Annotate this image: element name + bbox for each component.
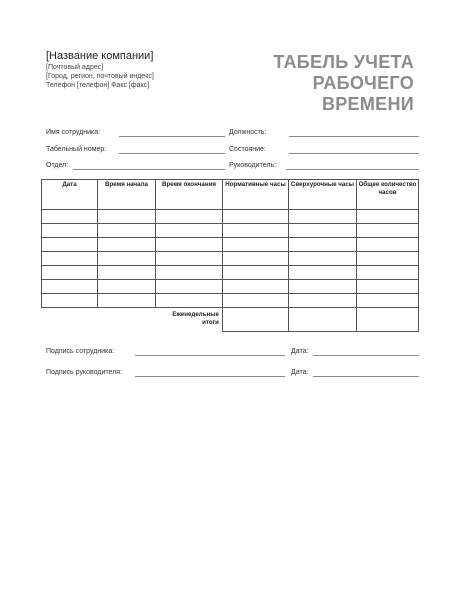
position-field[interactable] (289, 136, 419, 137)
date-cell[interactable] (42, 210, 98, 224)
date-cell[interactable] (42, 224, 98, 238)
manager-date-field[interactable] (313, 376, 419, 377)
regular-hours-cell[interactable] (223, 280, 289, 294)
end-time-cell[interactable] (156, 280, 223, 294)
table-row (42, 224, 419, 238)
start-time-cell[interactable] (98, 224, 156, 238)
header-total-hours: Общее количество часов (357, 180, 419, 210)
end-time-cell[interactable] (156, 210, 223, 224)
department-label: Отдел: (46, 162, 69, 169)
manager-signature-field[interactable] (135, 376, 285, 377)
personnel-number-field[interactable] (119, 153, 225, 154)
end-time-cell[interactable] (156, 224, 223, 238)
total-regular-hours-cell[interactable] (223, 308, 289, 332)
manager-signature-row (46, 369, 122, 376)
manager-date-label: Дата: (291, 369, 309, 376)
total-hours-cell[interactable] (357, 266, 419, 280)
total-hours-sum-cell[interactable] (357, 308, 419, 332)
title-line-2: РАБОЧЕГО (312, 73, 414, 93)
header-end-time: Время окончания (156, 180, 223, 210)
table-row (42, 238, 419, 252)
overtime-hours-cell[interactable] (289, 252, 357, 266)
regular-hours-cell[interactable] (223, 252, 289, 266)
header-start-time: Время начала (98, 180, 156, 210)
start-time-cell[interactable] (98, 280, 156, 294)
total-hours-cell[interactable] (357, 252, 419, 266)
table-row (42, 266, 419, 280)
regular-hours-cell[interactable] (223, 224, 289, 238)
employee-date-field[interactable] (313, 355, 419, 356)
total-hours-cell[interactable] (357, 294, 419, 308)
table-body (42, 210, 419, 332)
overtime-hours-cell[interactable] (289, 238, 357, 252)
date-cell[interactable] (42, 252, 98, 266)
position-label: Должность: (229, 129, 267, 136)
date-cell[interactable] (42, 294, 98, 308)
status-label: Состояние: (229, 146, 266, 153)
start-time-cell[interactable] (98, 294, 156, 308)
end-time-cell[interactable] (156, 238, 223, 252)
overtime-hours-cell[interactable] (289, 266, 357, 280)
personnel-number-label: Табельный номер: (46, 146, 107, 153)
status-field[interactable] (289, 153, 419, 154)
manager-label: Руководитель: (229, 162, 277, 169)
employee-signature-field[interactable] (135, 355, 285, 356)
regular-hours-cell[interactable] (223, 294, 289, 308)
header-overtime-hours: Сверхурочные часы (289, 180, 357, 210)
company-info (46, 50, 154, 90)
start-time-cell[interactable] (98, 266, 156, 280)
company-name[interactable]: [Название компании] (46, 50, 154, 62)
document-title (214, 52, 414, 115)
totals-spacer (98, 308, 156, 332)
total-overtime-hours-cell[interactable] (289, 308, 357, 332)
weekly-totals-label: Еженедельные итоги (172, 311, 219, 326)
company-address[interactable]: [Почтовый адрес] (46, 64, 104, 71)
total-hours-cell[interactable] (357, 224, 419, 238)
employee-signature-label: Подпись сотрудника: (46, 348, 115, 355)
overtime-hours-cell[interactable] (289, 280, 357, 294)
department-field[interactable] (73, 169, 225, 170)
end-time-cell[interactable] (156, 294, 223, 308)
date-cell[interactable] (42, 280, 98, 294)
employee-date-row (291, 348, 308, 355)
total-hours-cell[interactable] (357, 280, 419, 294)
start-time-cell[interactable] (98, 238, 156, 252)
weekly-totals-row (42, 308, 419, 332)
employee-date-label: Дата: (291, 348, 309, 355)
total-hours-cell[interactable] (357, 210, 419, 224)
table-header-row (42, 180, 419, 210)
manager-date-row (291, 369, 308, 376)
regular-hours-cell[interactable] (223, 238, 289, 252)
employee-signature-row (46, 348, 114, 355)
regular-hours-cell[interactable] (223, 210, 289, 224)
overtime-hours-cell[interactable] (289, 210, 357, 224)
end-time-cell[interactable] (156, 252, 223, 266)
start-time-cell[interactable] (98, 252, 156, 266)
date-cell[interactable] (42, 238, 98, 252)
total-hours-cell[interactable] (357, 238, 419, 252)
header-regular-hours: Нормативные часы (223, 180, 289, 210)
company-city[interactable]: [Город, регион, почтовый индекс] (46, 73, 154, 80)
start-time-cell[interactable] (98, 210, 156, 224)
employee-name-label: Имя сотрудника: (46, 129, 101, 136)
overtime-hours-cell[interactable] (289, 294, 357, 308)
overtime-hours-cell[interactable] (289, 224, 357, 238)
timesheet-table (41, 179, 419, 332)
regular-hours-cell[interactable] (223, 266, 289, 280)
date-cell[interactable] (42, 266, 98, 280)
table-row (42, 252, 419, 266)
title-line-1: ТАБЕЛЬ УЧЕТА (273, 52, 414, 72)
header-date: Дата (42, 180, 98, 210)
table-row (42, 210, 419, 224)
end-time-cell[interactable] (156, 266, 223, 280)
table-row (42, 280, 419, 294)
employee-name-field[interactable] (119, 136, 225, 137)
totals-spacer (42, 308, 98, 332)
manager-field[interactable] (286, 169, 419, 170)
table-row (42, 294, 419, 308)
company-phone-fax[interactable]: Телефон [телефон] Факс [факс] (46, 82, 150, 89)
title-line-3: ВРЕМЕНИ (321, 94, 414, 114)
manager-signature-label: Подпись руководителя: (46, 369, 122, 376)
